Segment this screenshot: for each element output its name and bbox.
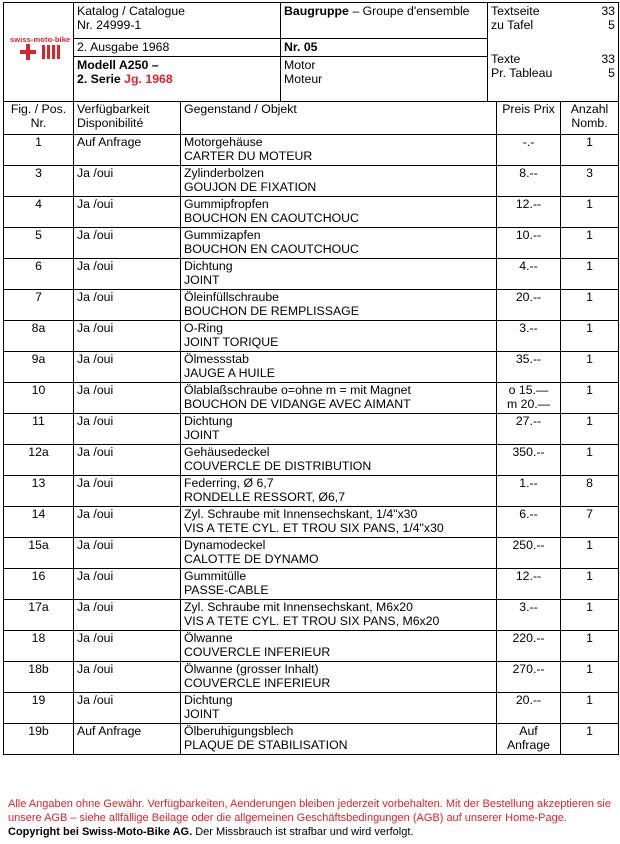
table-row <box>4 290 619 321</box>
cell-qty: 1 <box>561 352 619 383</box>
group-number: Nr. 05 <box>281 39 487 57</box>
cell-pos: 10 <box>4 383 74 414</box>
cell-price: 4.-- <box>497 259 561 290</box>
cell-price: o 15.— m 20.— <box>497 383 561 414</box>
cell-object: O-Ring JOINT TORIQUE <box>181 321 497 352</box>
series-label: 2. Serie <box>77 72 125 86</box>
cell-pos: 19 <box>4 693 74 724</box>
cell-pos: 17a <box>4 600 74 631</box>
cell-availability: Ja /oui <box>74 476 181 507</box>
group-info-cell <box>281 3 488 102</box>
cell-price: 350.-- <box>497 445 561 476</box>
table-row <box>4 352 619 383</box>
catalog-label: Katalog / Catalogue <box>77 4 186 18</box>
cell-price: 1.-- <box>497 476 561 507</box>
table-row <box>4 476 619 507</box>
cell-price: 270.-- <box>497 662 561 693</box>
cell-price: 35.-- <box>497 352 561 383</box>
disclaimer: Alle Angaben ohne Gewähr. Verfügbarkeiten, Aenderungen bleiben jederzeit vorbehalten. Mit der Bestellung akzeptieren sie unsere AGB – siehe allfällige Beilage oder die allgemeinen Geschäftsbedingungen (AGB) auf unserer Home-Page. Copyright bei Swiss-Moto-Bike AG. Der Missbrauch ist strafbar und wird verfolgt. <box>8 798 611 838</box>
cell-availability: Ja /oui <box>74 569 181 600</box>
cell-price: 10.-- <box>497 228 561 259</box>
copyright: Copyright bei Swiss-Moto-Bike AG. <box>8 826 193 838</box>
logo-cell <box>4 3 74 102</box>
cell-pos: 13 <box>4 476 74 507</box>
cell-pos: 9a <box>4 352 74 383</box>
swiss-cross-icon <box>20 44 36 60</box>
cell-pos: 3 <box>4 166 74 197</box>
table-row <box>4 445 619 476</box>
cell-object: Ölablaßschraube o=ohne m = mit Magnet BOUCHON DE VIDANGE AVEC AIMANT <box>181 383 497 414</box>
cell-price: 12.-- <box>497 569 561 600</box>
cell-availability: Ja /oui <box>74 259 181 290</box>
cell-availability: Ja /oui <box>74 290 181 321</box>
cell-availability: Auf Anfrage <box>74 135 181 166</box>
cell-qty: 1 <box>561 383 619 414</box>
cell-qty: 1 <box>561 569 619 600</box>
cell-price: 8.-- <box>497 166 561 197</box>
group-name-fr: Moteur <box>284 72 323 86</box>
cell-availability: Ja /oui <box>74 600 181 631</box>
cell-object: Dichtung JOINT <box>181 693 497 724</box>
table-row <box>4 569 619 600</box>
col-header-object: Gegenstand / Objekt <box>181 102 497 135</box>
cell-object: Zylinderbolzen GOUJON DE FIXATION <box>181 166 497 197</box>
table-row <box>4 538 619 569</box>
group-label-rest: – Groupe d'ensemble <box>348 4 470 18</box>
cell-availability: Ja /oui <box>74 197 181 228</box>
edition: 2. Ausgabe 1968 <box>74 39 280 57</box>
cell-pos: 4 <box>4 197 74 228</box>
cell-qty: 7 <box>561 507 619 538</box>
cell-qty: 1 <box>561 414 619 445</box>
cell-pos: 1 <box>4 135 74 166</box>
cell-price: 27.-- <box>497 414 561 445</box>
cell-qty: 8 <box>561 476 619 507</box>
table-row <box>4 228 619 259</box>
cell-availability: Auf Anfrage <box>74 724 181 755</box>
cell-pos: 7 <box>4 290 74 321</box>
cell-object: Ölwanne (grosser Inhalt) COUVERCLE INFERIEUR <box>181 662 497 693</box>
cell-qty: 3 <box>561 166 619 197</box>
swiss-moto-bike-logo: swiss-moto-bike <box>10 29 70 67</box>
cell-price: 12.-- <box>497 197 561 228</box>
cell-pos: 11 <box>4 414 74 445</box>
catalog-number: Nr. 24999-1 <box>77 18 142 32</box>
table-row <box>4 724 619 755</box>
col-header-price: Preis Prix <box>497 102 561 135</box>
cell-availability: Ja /oui <box>74 414 181 445</box>
catalog-info-cell <box>74 3 281 102</box>
cell-qty: 1 <box>561 259 619 290</box>
col-header-pos: Fig. / Pos. Nr. <box>4 102 74 135</box>
table-row <box>4 631 619 662</box>
cell-object: Federring, Ø 6,7 RONDELLE RESSORT, Ø6,7 <box>181 476 497 507</box>
cell-object: Öleinfüllschraube BOUCHON DE REMPLISSAGE <box>181 290 497 321</box>
table-row <box>4 383 619 414</box>
cell-price: 3.-- <box>497 321 561 352</box>
cell-object: Ölmessstab JAUGE A HUILE <box>181 352 497 383</box>
cell-qty: 1 <box>561 445 619 476</box>
cell-qty: 1 <box>561 135 619 166</box>
cell-object: Dynamodeckel CALOTTE DE DYNAMO <box>181 538 497 569</box>
model-name: Modell A250 – <box>77 58 159 72</box>
cell-pos: 6 <box>4 259 74 290</box>
table-row <box>4 321 619 352</box>
table-row <box>4 507 619 538</box>
cell-qty: 1 <box>561 724 619 755</box>
table-row <box>4 197 619 228</box>
page-ref-cell: Textseite 33 zu Tafel 5 Texte 33 Pr. Tableau 5 <box>488 3 619 102</box>
cell-availability: Ja /oui <box>74 321 181 352</box>
cell-object: Gehäusedeckel COUVERCLE DE DISTRIBUTION <box>181 445 497 476</box>
cell-availability: Ja /oui <box>74 631 181 662</box>
col-header-qty: Anzahl Nomb. <box>561 102 619 135</box>
cell-object: Zyl. Schraube mit Innensechskant, 1/4"x30 VIS A TETE CYL. ET TROU SIX PANS, 1/4"x30 <box>181 507 497 538</box>
cell-object: Gummizapfen BOUCHON EN CAOUTCHOUC <box>181 228 497 259</box>
cell-price: 220.-- <box>497 631 561 662</box>
cell-qty: 1 <box>561 600 619 631</box>
cell-availability: Ja /oui <box>74 166 181 197</box>
cell-object: Zyl. Schraube mit Innensechskant, M6x20 VIS A TETE CYL. ET TROU SIX PANS, M6x20 <box>181 600 497 631</box>
cell-qty: 1 <box>561 290 619 321</box>
cell-object: Ölwanne COUVERCLE INFERIEUR <box>181 631 497 662</box>
parts-table <box>3 101 619 755</box>
table-row <box>4 135 619 166</box>
cell-price: 20.-- <box>497 693 561 724</box>
cell-availability: Ja /oui <box>74 693 181 724</box>
cell-pos: 18 <box>4 631 74 662</box>
group-label-bold: Baugruppe <box>284 4 349 18</box>
cell-qty: 1 <box>561 538 619 569</box>
cell-price: 20.-- <box>497 290 561 321</box>
catalog-page <box>3 2 618 755</box>
cell-price: -.- <box>497 135 561 166</box>
group-name-de: Motor <box>284 58 316 72</box>
cell-qty: 1 <box>561 228 619 259</box>
cell-pos: 5 <box>4 228 74 259</box>
cell-object: Motorgehäuse CARTER DU MOTEUR <box>181 135 497 166</box>
cell-pos: 12a <box>4 445 74 476</box>
cell-qty: 1 <box>561 693 619 724</box>
table-row <box>4 662 619 693</box>
table-row <box>4 259 619 290</box>
cell-qty: 1 <box>561 662 619 693</box>
cell-availability: Ja /oui <box>74 507 181 538</box>
cell-pos: 14 <box>4 507 74 538</box>
cell-object: Ölberuhigungsblech PLAQUE DE STABILISATION <box>181 724 497 755</box>
cell-qty: 1 <box>561 631 619 662</box>
cell-pos: 18b <box>4 662 74 693</box>
cell-price: 3.-- <box>497 600 561 631</box>
header-table <box>3 2 619 102</box>
cell-price: 250.-- <box>497 538 561 569</box>
col-header-availability: Verfügbarkeit Disponibilité <box>74 102 181 135</box>
cell-availability: Ja /oui <box>74 352 181 383</box>
cell-pos: 16 <box>4 569 74 600</box>
table-row <box>4 414 619 445</box>
table-row <box>4 166 619 197</box>
cell-qty: 1 <box>561 197 619 228</box>
table-row <box>4 600 619 631</box>
cell-object: Gummipfropfen BOUCHON EN CAOUTCHOUC <box>181 197 497 228</box>
cell-price: 6.-- <box>497 507 561 538</box>
cell-pos: 15a <box>4 538 74 569</box>
cell-availability: Ja /oui <box>74 383 181 414</box>
stripes-icon <box>42 45 60 59</box>
cell-qty: 1 <box>561 321 619 352</box>
cell-object: Dichtung JOINT <box>181 414 497 445</box>
series-year: Jg. 1968 <box>124 72 173 86</box>
cell-availability: Ja /oui <box>74 538 181 569</box>
cell-object: Gummitülle PASSE-CABLE <box>181 569 497 600</box>
cell-pos: 19b <box>4 724 74 755</box>
cell-availability: Ja /oui <box>74 228 181 259</box>
cell-pos: 8a <box>4 321 74 352</box>
cell-availability: Ja /oui <box>74 445 181 476</box>
cell-availability: Ja /oui <box>74 662 181 693</box>
cell-object: Dichtung JOINT <box>181 259 497 290</box>
cell-price: Auf Anfrage <box>497 724 561 755</box>
table-row <box>4 693 619 724</box>
